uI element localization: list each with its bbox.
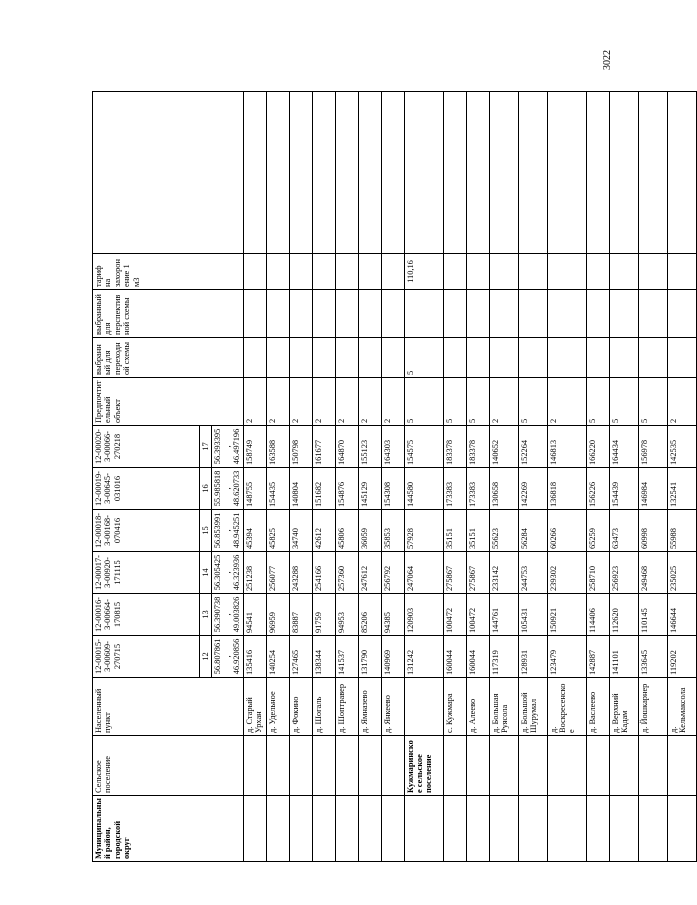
- cell-chosen-transition: [489, 338, 518, 378]
- cell-distance: 249468: [638, 552, 667, 594]
- cell-distance: 94385: [381, 594, 404, 636]
- header-row: [93, 92, 200, 862]
- cell-distance: 154876: [335, 468, 358, 510]
- cell-tariff: [638, 254, 667, 290]
- cell-chosen-transition: [289, 338, 312, 378]
- cell-locality: д. Алеево: [466, 678, 489, 736]
- cell-chosen-perspective: [358, 290, 381, 338]
- cell-distance: 145129: [358, 468, 381, 510]
- cell-tariff: [443, 254, 466, 290]
- table-row: [547, 92, 586, 862]
- cell-preferred: 2: [289, 378, 312, 426]
- cell-distance: 146644: [667, 594, 696, 636]
- cell-settlement: [638, 736, 667, 796]
- cell-chosen-transition: [381, 338, 404, 378]
- cell-municipal: [667, 796, 696, 862]
- cell-tariff: [547, 254, 586, 290]
- cell-distance: 65259: [586, 510, 609, 552]
- cell-distance: 60998: [638, 510, 667, 552]
- cell-distance: 110145: [638, 594, 667, 636]
- cell-tariff: [609, 254, 638, 290]
- cell-distance: 164434: [609, 426, 638, 468]
- table-row: [518, 92, 547, 862]
- cell-settlement: [243, 736, 266, 796]
- cell-chosen-perspective: [243, 290, 266, 338]
- cell-distance: 105431: [518, 594, 547, 636]
- cell-locality: д. Шогаль: [312, 678, 335, 736]
- cell-distance: 142535: [667, 426, 696, 468]
- cell-distance: 140652: [489, 426, 518, 468]
- cell-locality: д. Янкеево: [381, 678, 404, 736]
- cell-distance: 256077: [266, 552, 289, 594]
- cell-distance: 140969: [381, 636, 404, 678]
- cell-settlement: [312, 736, 335, 796]
- cell-distance: 254166: [312, 552, 335, 594]
- cell-distance: 243288: [289, 552, 312, 594]
- cell-settlement: [266, 736, 289, 796]
- cell-chosen-perspective: [586, 290, 609, 338]
- cell-distance: 161677: [312, 426, 335, 468]
- table-row: [358, 92, 381, 862]
- cell-distance: 173383: [443, 468, 466, 510]
- cell-chosen-perspective: [312, 290, 335, 338]
- cell-blank: [518, 92, 547, 254]
- cell-settlement: [667, 736, 696, 796]
- cell-municipal: [335, 796, 358, 862]
- cell-distance: 251238: [243, 552, 266, 594]
- table-body: [243, 92, 696, 862]
- cell-settlement: [335, 736, 358, 796]
- cell-distance: 35853: [381, 510, 404, 552]
- cell-locality: д. Шоптравер: [335, 678, 358, 736]
- cell-settlement: Кужмаринское сельское поселение: [404, 736, 443, 796]
- cell-chosen-perspective: [289, 290, 312, 338]
- cell-municipal: [312, 796, 335, 862]
- cell-distance: 127465: [289, 636, 312, 678]
- header-chosen-transition: выбранный для переходной схемы: [93, 338, 244, 378]
- cell-distance: 152264: [518, 426, 547, 468]
- header-object-5: 12-00019-З-00645-031016: [93, 468, 200, 510]
- cell-locality: с. Кужмара: [443, 678, 466, 736]
- cell-distance: 154575: [404, 426, 443, 468]
- data-table: [92, 91, 697, 862]
- table-row: [335, 92, 358, 862]
- cell-tariff: [312, 254, 335, 290]
- cell-blank: [609, 92, 638, 254]
- cell-blank: [443, 92, 466, 254]
- cell-distance: 34740: [289, 510, 312, 552]
- cell-distance: 100472: [466, 594, 489, 636]
- col-number: 17: [200, 426, 212, 468]
- rotated-table-wrapper: [92, 92, 688, 862]
- cell-distance: 183378: [466, 426, 489, 468]
- cell-preferred: 5: [586, 378, 609, 426]
- cell-tariff: [466, 254, 489, 290]
- cell-distance: 166220: [586, 426, 609, 468]
- cell-blank: [312, 92, 335, 254]
- cell-municipal: [266, 796, 289, 862]
- coord-cell: 56.853991, 48.945251: [212, 510, 243, 552]
- cell-locality: д. Большая Руясола: [489, 678, 518, 736]
- cell-distance: 144761: [489, 594, 518, 636]
- cell-settlement: [466, 736, 489, 796]
- cell-distance: 160044: [443, 636, 466, 678]
- cell-distance: 156226: [586, 468, 609, 510]
- cell-settlement: [609, 736, 638, 796]
- cell-municipal: [289, 796, 312, 862]
- cell-chosen-transition: [547, 338, 586, 378]
- cell-preferred: 2: [312, 378, 335, 426]
- cell-blank: [547, 92, 586, 254]
- cell-distance: 140804: [289, 468, 312, 510]
- cell-tariff: [381, 254, 404, 290]
- cell-preferred: 5: [404, 378, 443, 426]
- cell-distance: 94953: [335, 594, 358, 636]
- cell-distance: 146984: [638, 468, 667, 510]
- header-blank: [93, 92, 244, 254]
- cell-distance: 158749: [243, 426, 266, 468]
- cell-distance: 247612: [358, 552, 381, 594]
- cell-preferred: 2: [381, 378, 404, 426]
- cell-preferred: 2: [547, 378, 586, 426]
- cell-settlement: [443, 736, 466, 796]
- cell-distance: 141101: [609, 636, 638, 678]
- col-number: 16: [200, 468, 212, 510]
- cell-locality: д. Старый Урхан: [243, 678, 266, 736]
- cell-chosen-perspective: [518, 290, 547, 338]
- cell-chosen-perspective: [638, 290, 667, 338]
- cell-distance: 114406: [586, 594, 609, 636]
- cell-municipal: [381, 796, 404, 862]
- cell-preferred: 5: [638, 378, 667, 426]
- cell-distance: 154435: [266, 468, 289, 510]
- cell-preferred: 5: [466, 378, 489, 426]
- cell-locality: д. Васлеево: [586, 678, 609, 736]
- cell-blank: [489, 92, 518, 254]
- table-row: [404, 92, 443, 862]
- table-row: [638, 92, 667, 862]
- cell-tariff: [518, 254, 547, 290]
- coord-cell: 56.305425, 46.323936: [212, 552, 243, 594]
- cell-distance: 36059: [358, 510, 381, 552]
- cell-distance: 258710: [586, 552, 609, 594]
- cell-blank: [466, 92, 489, 254]
- cell-chosen-transition: [243, 338, 266, 378]
- cell-distance: 123479: [547, 636, 586, 678]
- cell-municipal: [243, 796, 266, 862]
- cell-distance: 140254: [266, 636, 289, 678]
- header-settlement: Сельское поселение: [93, 736, 244, 796]
- cell-locality: д. Йошкарнер: [638, 678, 667, 736]
- cell-distance: 45394: [243, 510, 266, 552]
- cell-distance: 85206: [358, 594, 381, 636]
- cell-distance: 112620: [609, 594, 638, 636]
- cell-preferred: 5: [443, 378, 466, 426]
- cell-distance: 55623: [489, 510, 518, 552]
- col-number: 15: [200, 510, 212, 552]
- cell-distance: 55988: [667, 510, 696, 552]
- cell-chosen-perspective: [466, 290, 489, 338]
- cell-distance: 57928: [404, 510, 443, 552]
- cell-chosen-perspective: [667, 290, 696, 338]
- table-row: [443, 92, 466, 862]
- cell-distance: 135416: [243, 636, 266, 678]
- cell-tariff: 110,16: [404, 254, 443, 290]
- cell-municipal: [489, 796, 518, 862]
- cell-distance: 141537: [335, 636, 358, 678]
- cell-blank: [667, 92, 696, 254]
- cell-chosen-perspective: [266, 290, 289, 338]
- cell-preferred: 2: [358, 378, 381, 426]
- cell-settlement: [381, 736, 404, 796]
- cell-preferred: 5: [609, 378, 638, 426]
- header-object-3: 12-00017-З-00920-171115: [93, 552, 200, 594]
- cell-tariff: [243, 254, 266, 290]
- cell-distance: 275867: [466, 552, 489, 594]
- cell-chosen-transition: [638, 338, 667, 378]
- cell-distance: 144580: [404, 468, 443, 510]
- coord-cell: 55.985818, 48.620733: [212, 468, 243, 510]
- cell-preferred: 5: [518, 378, 547, 426]
- cell-distance: 100472: [443, 594, 466, 636]
- cell-settlement: [489, 736, 518, 796]
- cell-chosen-transition: [518, 338, 547, 378]
- cell-blank: [586, 92, 609, 254]
- cell-distance: 131790: [358, 636, 381, 678]
- cell-distance: 35151: [466, 510, 489, 552]
- header-object-6: 12-00020-З-00066-270218: [93, 426, 200, 468]
- header-locality: Населенный пункт: [93, 678, 244, 736]
- header-chosen-perspective: выбранный для перспективной схемы: [93, 290, 244, 338]
- cell-distance: 239302: [547, 552, 586, 594]
- cell-settlement: [289, 736, 312, 796]
- cell-chosen-perspective: [335, 290, 358, 338]
- cell-distance: 94541: [243, 594, 266, 636]
- cell-distance: 154308: [381, 468, 404, 510]
- cell-chosen-transition: [586, 338, 609, 378]
- col-number: 14: [200, 552, 212, 594]
- cell-distance: 244753: [518, 552, 547, 594]
- cell-chosen-transition: [266, 338, 289, 378]
- table-row: [586, 92, 609, 862]
- cell-distance: 256792: [381, 552, 404, 594]
- cell-locality: д. Воскресенское: [547, 678, 586, 736]
- cell-preferred: 2: [243, 378, 266, 426]
- cell-tariff: [667, 254, 696, 290]
- cell-distance: 154439: [609, 468, 638, 510]
- cell-distance: 247064: [404, 552, 443, 594]
- cell-tariff: [489, 254, 518, 290]
- cell-distance: 63473: [609, 510, 638, 552]
- cell-blank: [381, 92, 404, 254]
- cell-settlement: [358, 736, 381, 796]
- cell-distance: 146813: [547, 426, 586, 468]
- cell-chosen-perspective: [609, 290, 638, 338]
- header-object-1: 12-00015-З-00609-270715: [93, 636, 200, 678]
- cell-preferred: 2: [667, 378, 696, 426]
- cell-distance: 42612: [312, 510, 335, 552]
- cell-distance: 148755: [243, 468, 266, 510]
- cell-tariff: [358, 254, 381, 290]
- cell-distance: 164303: [381, 426, 404, 468]
- cell-distance: 160044: [466, 636, 489, 678]
- page-number: 3022: [602, 50, 613, 70]
- cell-chosen-transition: 5: [404, 338, 443, 378]
- cell-blank: [358, 92, 381, 254]
- cell-municipal: [443, 796, 466, 862]
- cell-chosen-perspective: [547, 290, 586, 338]
- table-row: [266, 92, 289, 862]
- cell-distance: 83887: [289, 594, 312, 636]
- cell-distance: 256923: [609, 552, 638, 594]
- cell-blank: [243, 92, 266, 254]
- cell-distance: 132541: [667, 468, 696, 510]
- cell-locality: д. Фокино: [289, 678, 312, 736]
- cell-distance: 235025: [667, 552, 696, 594]
- cell-chosen-transition: [443, 338, 466, 378]
- coord-cell: 56.390738, 49.003826: [212, 594, 243, 636]
- cell-distance: 133645: [638, 636, 667, 678]
- cell-municipal: [586, 796, 609, 862]
- table-row: [466, 92, 489, 862]
- cell-chosen-perspective: [443, 290, 466, 338]
- cell-distance: 131242: [404, 636, 443, 678]
- cell-blank: [638, 92, 667, 254]
- cell-distance: 117319: [489, 636, 518, 678]
- cell-distance: 155123: [358, 426, 381, 468]
- cell-distance: 173383: [466, 468, 489, 510]
- cell-distance: 130658: [489, 468, 518, 510]
- cell-distance: 136818: [547, 468, 586, 510]
- cell-tariff: [335, 254, 358, 290]
- cell-chosen-perspective: [489, 290, 518, 338]
- cell-chosen-transition: [312, 338, 335, 378]
- col-number: 12: [200, 636, 212, 678]
- cell-distance: 91759: [312, 594, 335, 636]
- cell-preferred: 2: [335, 378, 358, 426]
- cell-locality: д. Удельное: [266, 678, 289, 736]
- cell-locality: [404, 678, 443, 736]
- table-row: [289, 92, 312, 862]
- cell-distance: 150798: [289, 426, 312, 468]
- cell-distance: 275867: [443, 552, 466, 594]
- cell-tariff: [586, 254, 609, 290]
- cell-tariff: [289, 254, 312, 290]
- cell-distance: 138344: [312, 636, 335, 678]
- cell-distance: 183378: [443, 426, 466, 468]
- cell-preferred: 2: [266, 378, 289, 426]
- table-row: [381, 92, 404, 862]
- cell-municipal: [547, 796, 586, 862]
- table-row: [667, 92, 696, 862]
- cell-distance: 128931: [518, 636, 547, 678]
- cell-blank: [335, 92, 358, 254]
- table-row: [609, 92, 638, 862]
- cell-chosen-transition: [667, 338, 696, 378]
- cell-chosen-perspective: [381, 290, 404, 338]
- cell-distance: 35151: [443, 510, 466, 552]
- cell-distance: 45825: [266, 510, 289, 552]
- header-municipal: Муниципальный район, городской округ: [93, 796, 244, 862]
- cell-distance: 45806: [335, 510, 358, 552]
- cell-municipal: [466, 796, 489, 862]
- cell-distance: 156978: [638, 426, 667, 468]
- cell-chosen-transition: [358, 338, 381, 378]
- cell-distance: 257360: [335, 552, 358, 594]
- cell-distance: 56284: [518, 510, 547, 552]
- cell-blank: [289, 92, 312, 254]
- header-object-4: 12-00018-З-00168-070416: [93, 510, 200, 552]
- cell-settlement: [518, 736, 547, 796]
- cell-settlement: [547, 736, 586, 796]
- cell-tariff: [266, 254, 289, 290]
- cell-blank: [404, 92, 443, 254]
- cell-distance: 142887: [586, 636, 609, 678]
- cell-municipal: [609, 796, 638, 862]
- cell-municipal: [638, 796, 667, 862]
- table-row: [243, 92, 266, 862]
- cell-preferred: 2: [489, 378, 518, 426]
- cell-chosen-transition: [335, 338, 358, 378]
- col-number: 13: [200, 594, 212, 636]
- cell-locality: д. Большой Шурумал: [518, 678, 547, 736]
- cell-distance: 60266: [547, 510, 586, 552]
- cell-distance: 120903: [404, 594, 443, 636]
- cell-distance: 119202: [667, 636, 696, 678]
- cell-distance: 96959: [266, 594, 289, 636]
- cell-municipal: [358, 796, 381, 862]
- cell-municipal: [404, 796, 443, 862]
- cell-distance: 142269: [518, 468, 547, 510]
- cell-distance: 163588: [266, 426, 289, 468]
- cell-distance: 151682: [312, 468, 335, 510]
- cell-locality: д. Кельмаксола: [667, 678, 696, 736]
- coord-cell: 56.807861, 46.920856: [212, 636, 243, 678]
- table-row: [312, 92, 335, 862]
- cell-blank: [266, 92, 289, 254]
- cell-distance: 233142: [489, 552, 518, 594]
- table-row: [489, 92, 518, 862]
- cell-chosen-perspective: [404, 290, 443, 338]
- header-preferred: Предпочтительный объект: [93, 378, 244, 426]
- header-object-2: 12-00016-З-00664-170815: [93, 594, 200, 636]
- cell-distance: 164870: [335, 426, 358, 468]
- coord-cell: 56.393395, 46.497196: [212, 426, 243, 468]
- cell-locality: д. Верхний Кадам: [609, 678, 638, 736]
- cell-distance: 150921: [547, 594, 586, 636]
- cell-chosen-transition: [466, 338, 489, 378]
- cell-locality: д. Ямназево: [358, 678, 381, 736]
- header-tariff: тариф на захоронение 1 м3: [93, 254, 244, 290]
- cell-chosen-transition: [609, 338, 638, 378]
- cell-municipal: [518, 796, 547, 862]
- cell-settlement: [586, 736, 609, 796]
